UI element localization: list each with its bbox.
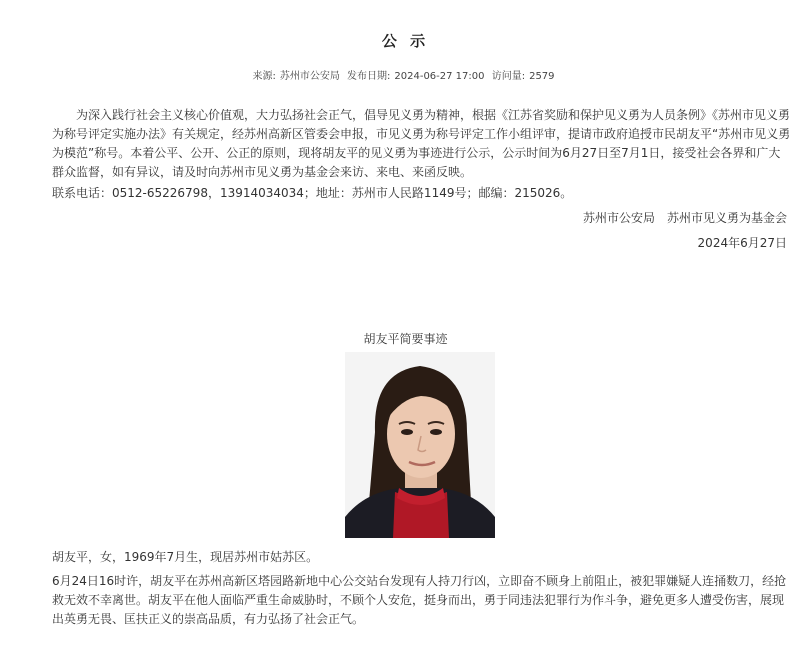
views-value: 2579 — [529, 71, 555, 82]
portrait-photo — [345, 352, 495, 538]
portrait-image — [345, 352, 495, 538]
notice-paragraph — [52, 106, 792, 182]
publish-value: 2024-06-27 17:00 — [394, 71, 485, 82]
notice-text: 为深入践行社会主义核心价值观，大力弘扬社会正气，倡导见义勇为精神，根据《江苏省奖励和保护见义勇为人员条例》《苏州市见义勇为称号评定实施办法》有关规定，经苏州高新区管委会申报，市见义勇为称号评定工作小组评审，提请市政府追授市民胡友平“苏州市见义勇为模范”称号。本着公平、公开、公正的原则，现将胡友平的见义勇为事迹进行公示，公示时间为6月27日至7月1日，接受社会各界和广大群众监督，如有异议，请及时向苏州市见义勇为基金会来访、来电、来函反映。 — [52, 108, 791, 179]
profile-bio: 胡友平，女，1969年7月生，现居苏州市姑苏区。 — [52, 550, 319, 564]
contact-line: 联系电话：0512-65226798，13914034034；地址：苏州市人民路1149号；邮编：215026。 — [52, 186, 573, 200]
source-value: 苏州市公安局 — [279, 71, 340, 82]
notice-date: 2024年6月27日 — [697, 236, 787, 250]
profile-subtitle: 胡友平简要事迹 — [363, 332, 448, 346]
page-title: 公 示 — [381, 32, 430, 50]
source-label: 来源: — [252, 71, 276, 82]
views-label: 访问量: — [491, 71, 526, 82]
signature: 苏州市公安局 苏州市见义勇为基金会 — [582, 211, 787, 225]
story-text: 6月24日16时许，胡友平在苏州高新区塔园路新地中心公交站台发现有人持刀行凶，立即奋不顾身上前阻止，被犯罪嫌疑人连捅数刀，经抢救无效不幸离世。胡友平在他人面临严重生命威胁时，不顾个人安危，挺身而出，勇于同违法犯罪行为作斗争，避免更多人遭受伤害，展现出英勇无畏、匡扶正义的崇高品质，有力弘扬了社会正气。 — [52, 574, 787, 626]
meta-line — [0, 67, 811, 82]
publish-label: 发布日期: — [347, 71, 391, 82]
profile-story — [52, 572, 792, 629]
